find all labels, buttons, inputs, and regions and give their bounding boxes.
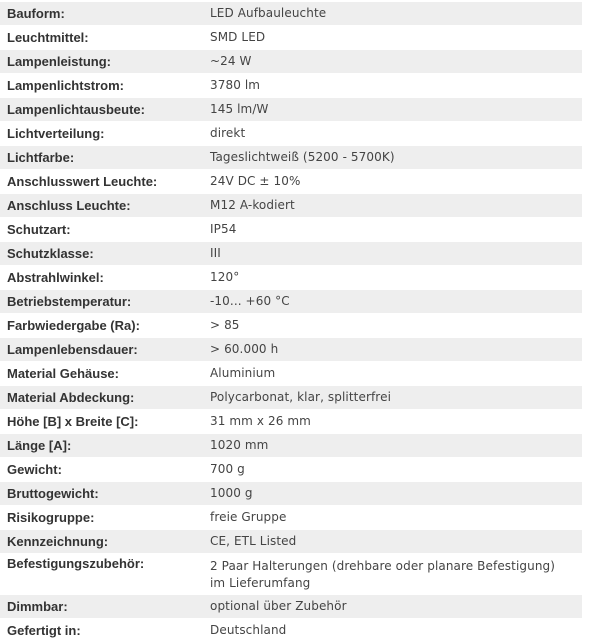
spec-value: > 85 [200, 314, 582, 338]
spec-value: Deutschland [200, 619, 582, 643]
spec-value: -10... +60 °C [200, 290, 582, 314]
spec-row-anschlusswert-leuchte [0, 170, 582, 194]
spec-row-befestigungszubehoer [0, 554, 582, 595]
spec-row-lichtverteilung [0, 122, 582, 146]
spec-label: Lampenlichtausbeute: [0, 98, 200, 122]
spec-table-body [0, 2, 582, 643]
spec-row-lampenlebensdauer [0, 338, 582, 362]
spec-label: Lichtfarbe: [0, 146, 200, 170]
spec-label: Lampenlichtstrom: [0, 74, 200, 98]
spec-label: Leuchtmittel: [0, 26, 200, 50]
spec-value: LED Aufbauleuchte [200, 2, 582, 26]
spec-row-gefertigt-in [0, 619, 582, 643]
spec-row-farbwiedergabe [0, 314, 582, 338]
spec-row-gewicht [0, 458, 582, 482]
spec-label: Kennzeichnung: [0, 530, 200, 554]
spec-row-lampenleistung [0, 50, 582, 74]
spec-row-material-gehaeuse [0, 362, 582, 386]
spec-row-leuchtmittel [0, 26, 582, 50]
spec-value: direkt [200, 122, 582, 146]
spec-value: 120° [200, 266, 582, 290]
spec-row-schutzart [0, 218, 582, 242]
spec-value: CE, ETL Listed [200, 530, 582, 554]
spec-label: Anschlusswert Leuchte: [0, 170, 200, 194]
spec-label: Gewicht: [0, 458, 200, 482]
spec-value: 2 Paar Halterungen (drehbare oder planare Befestigung) im Lieferumfang [200, 554, 582, 595]
spec-row-material-abdeckung [0, 386, 582, 410]
spec-label: Bruttogewicht: [0, 482, 200, 506]
spec-row-kennzeichnung [0, 530, 582, 554]
spec-label: Höhe [B] x Breite [C]: [0, 410, 200, 434]
spec-value: IP54 [200, 218, 582, 242]
spec-value: 31 mm x 26 mm [200, 410, 582, 434]
spec-value: 1000 g [200, 482, 582, 506]
spec-row-lampenlichtausbeute [0, 98, 582, 122]
spec-label: Anschluss Leuchte: [0, 194, 200, 218]
spec-label: Länge [A]: [0, 434, 200, 458]
spec-value: > 60.000 h [200, 338, 582, 362]
spec-value: M12 A-kodiert [200, 194, 582, 218]
spec-label: Schutzart: [0, 218, 200, 242]
spec-value: freie Gruppe [200, 506, 582, 530]
spec-label: Befestigungszubehör: [0, 554, 200, 595]
spec-label: Lichtverteilung: [0, 122, 200, 146]
spec-row-schutzklasse [0, 242, 582, 266]
spec-label: Risikogruppe: [0, 506, 200, 530]
spec-value: 1020 mm [200, 434, 582, 458]
spec-label: Farbwiedergabe (Ra): [0, 314, 200, 338]
spec-label: Material Gehäuse: [0, 362, 200, 386]
spec-row-hoehe-breite [0, 410, 582, 434]
spec-label: Lampenleistung: [0, 50, 200, 74]
spec-value: SMD LED [200, 26, 582, 50]
spec-value: optional über Zubehör [200, 595, 582, 619]
spec-row-laenge [0, 434, 582, 458]
spec-row-bruttogewicht [0, 482, 582, 506]
spec-row-anschluss-leuchte [0, 194, 582, 218]
spec-label: Bauform: [0, 2, 200, 26]
spec-row-abstrahlwinkel [0, 266, 582, 290]
spec-value: 3780 lm [200, 74, 582, 98]
spec-value: 700 g [200, 458, 582, 482]
spec-row-dimmbar [0, 595, 582, 619]
spec-value: Tageslichtweiß (5200 - 5700K) [200, 146, 582, 170]
spec-value: ~24 W [200, 50, 582, 74]
spec-value: 24V DC ± 10% [200, 170, 582, 194]
spec-row-lichtfarbe [0, 146, 582, 170]
spec-value: Polycarbonat, klar, splitterfrei [200, 386, 582, 410]
spec-row-bauform [0, 2, 582, 26]
spec-label: Schutzklasse: [0, 242, 200, 266]
spec-label: Gefertigt in: [0, 619, 200, 643]
spec-row-lampenlichtstrom [0, 74, 582, 98]
spec-label: Betriebstemperatur: [0, 290, 200, 314]
spec-label: Abstrahlwinkel: [0, 266, 200, 290]
spec-row-betriebstemperatur [0, 290, 582, 314]
spec-label: Lampenlebensdauer: [0, 338, 200, 362]
spec-value: 145 lm/W [200, 98, 582, 122]
spec-value: III [200, 242, 582, 266]
spec-label: Material Abdeckung: [0, 386, 200, 410]
spec-value: Aluminium [200, 362, 582, 386]
spec-table [0, 2, 582, 643]
spec-row-risikogruppe [0, 506, 582, 530]
spec-label: Dimmbar: [0, 595, 200, 619]
